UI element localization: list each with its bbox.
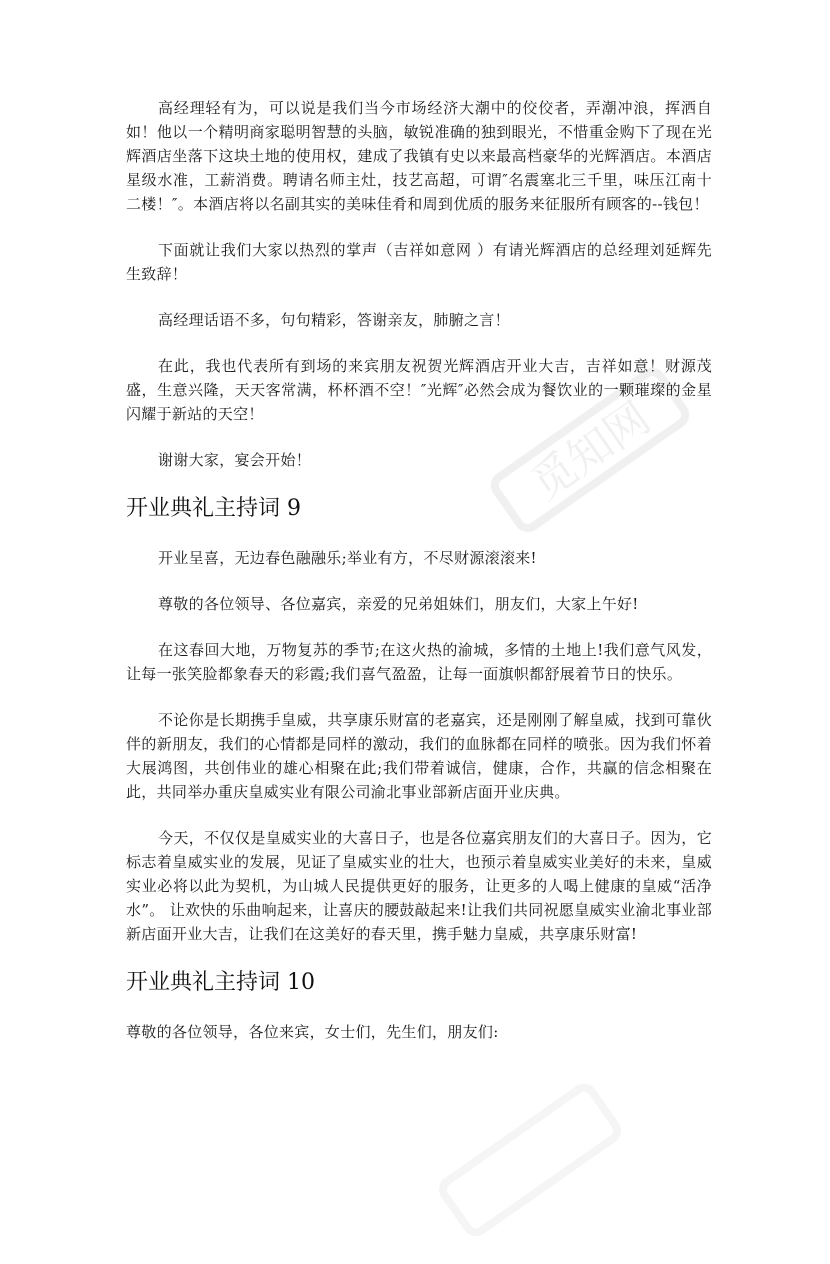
watermark-text: 觅知网 xyxy=(522,392,660,510)
paragraph: 在此，我也代表所有到场的来宾朋友祝贺光辉酒店开业大吉，吉祥如意！财源茂盛，生意兴隆，天天客常满，杯杯酒不空！″光辉″必然会成为餐饮业的一颗璀璨的金星闪耀于新站的天空！ xyxy=(126,357,712,423)
section-heading-9: 开业典礼主持词 9 xyxy=(126,496,301,521)
paragraph: 尊敬的各位领导、各位嘉宾，亲爱的兄弟姐妹们，朋友们，大家上午好! xyxy=(158,595,639,613)
paragraph: 不论你是长期携手皇威，共享康乐财富的老嘉宾，还是刚刚了解皇威，找到可靠伙伴的新朋友，我们的心情都是同样的激动，我们的血脉都在同样的喷张。因为我们怀着大展鸿图，共创伟业的雄心相聚在此;我们带着诚信，健康，合作，共赢的信念相聚在此，共同举办重庆皇威实业有限公司渝北事业部新店面开业庆典。 xyxy=(126,711,712,801)
watermark-icon-2 xyxy=(430,1060,630,1260)
paragraph: 尊敬的各位领导，各位来宾，女士们，先生们，朋友们: xyxy=(126,1023,499,1041)
paragraph: 今天，不仅仅是皇威实业的大喜日子，也是各位嘉宾朋友们的大喜日子。因为，它标志着皇威实业的发展，见证了皇威实业的壮大，也预示着皇威实业美好的未来，皇威实业必将以此为契机，为山城人民提供更好的服务，让更多的人喝上健康的皇威“活净水”。 让欢快的乐曲响起来，让喜庆的腰鼓敲起来!让我们共同祝愿皇威实业渝北事业部新店面开业大吉，让我们在这美好的春天里，携手魅力皇威，共享康乐财富! xyxy=(126,829,712,943)
paragraph: 下面就让我们大家以热烈的掌声（吉祥如意网 ）有请光辉酒店的总经理刘延辉先生致辞！ xyxy=(126,241,712,283)
document-body xyxy=(126,96,712,1066)
paragraph: 高经理轻有为，可以说是我们当今市场经济大潮中的佼佼者，弄潮冲浪，挥洒自如！他以一个精明商家聪明智慧的头脑，敏锐准确的独到眼光，不惜重金购下了现在光辉酒店坐落下这块土地的使用权，建成了我镇有史以来最高档豪华的光辉酒店。本酒店星级水准，工薪消费。聘请名师主灶，技艺高超，可谓″名震塞北三千里，味压江南十二楼！″。本酒店将以名副其实的美味佳肴和周到优质的服务来征服所有顾客的--钱包！ xyxy=(126,99,712,213)
section-heading-10: 开业典礼主持词 10 xyxy=(126,970,315,995)
paragraph: 谢谢大家，宴会开始！ xyxy=(158,451,312,469)
paragraph: 开业呈喜，无边春色融融乐;举业有方，不尽财源滚滚来! xyxy=(158,549,537,567)
watermark-mark xyxy=(430,1060,630,1260)
paragraph: 高经理话语不多，句句精彩，答谢亲友，肺腑之言！ xyxy=(158,311,510,329)
paragraph: 在这春回大地，万物复苏的季节;在这火热的渝城，多情的土地上!我们意气风发，让每一张笑脸都象春天的彩霞;我们喜气盈盈，让每一面旗帜都舒展着节日的快乐。 xyxy=(126,641,712,683)
